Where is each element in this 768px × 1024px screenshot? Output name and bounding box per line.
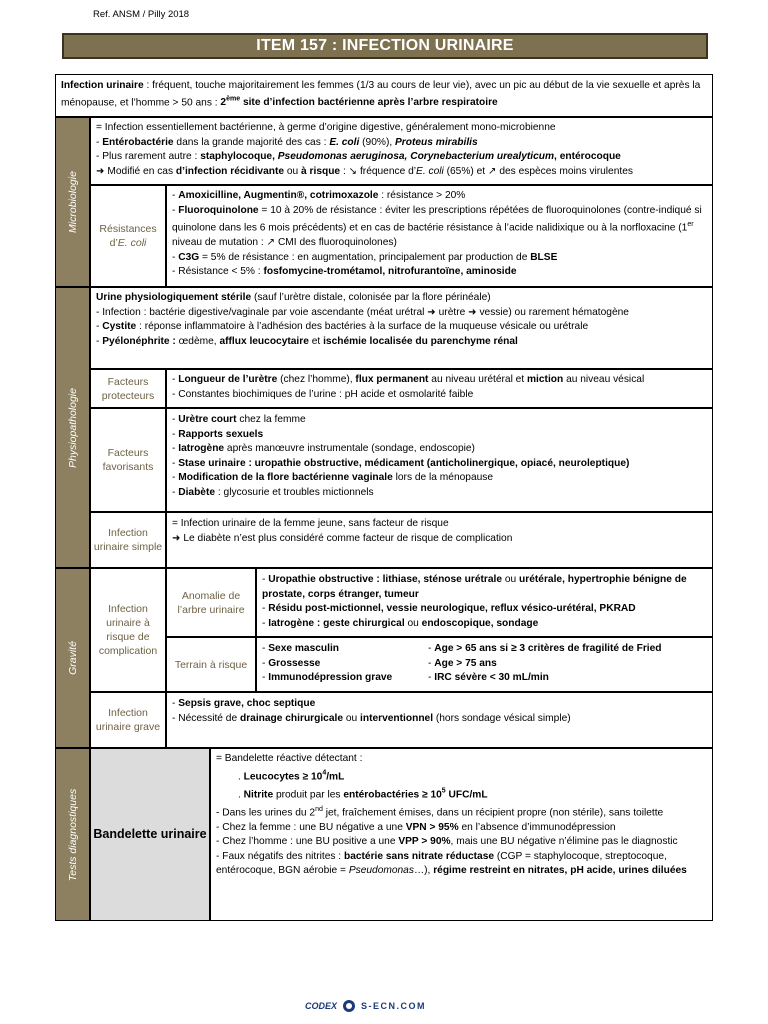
facteurs-protecteurs-label: Facteurs protecteurs: [90, 369, 166, 408]
logo-icon: [343, 1000, 355, 1012]
infection-simple-content: = Infection urinaire de la femme jeune, sans facteur de risque ➜ Le diabète n’est plus considéré comme facteur de risque de complication: [166, 512, 713, 568]
section-gravite: Gravité: [55, 568, 90, 748]
reference: Ref. ANSM / Pilly 2018: [93, 9, 190, 20]
infection-risque-label: Infection urinaire à risque de complication: [90, 568, 166, 692]
section-microbiologie: Microbiologie: [55, 117, 90, 287]
terrain-risque-label: Terrain à risque: [166, 637, 256, 692]
facteurs-favorisants-content: - Urètre court chez la femme - Rapports sexuels - Iatrogène après manœuvre instrumentale (sondage, endoscopie) - Stase urinaire : uropathie obstructive, médicament (anticholinergique, opiacé, neuroleptique) - Modification de la flore bactérienne vaginale lors de la ménopause - Diabète : glycosurie et troubles mictionnels: [166, 408, 713, 512]
anomalie-arbre-content: - Uropathie obstructive : lithiase, sténose urétrale ou urétérale, hypertrophie bénigne de prostate, corps étranger, tumeur - Résidu post-mictionnel, vessie neurologique, reflux vésico-urétéral, PKRAD - Iatrogène : geste chirurgical ou endoscopique, sondage: [256, 568, 713, 637]
page-title: ITEM 157 : INFECTION URINAIRE: [62, 33, 708, 59]
codex-label: CODEX: [305, 1001, 338, 1011]
anomalie-arbre-label: Anomalie de l’arbre urinaire: [166, 568, 256, 637]
resistances-content: - Amoxicilline, Augmentin®, cotrimoxazole : résistance > 20% - Fluoroquinolone = 10 à 20% de résistance : éviter les prescriptions répétées de fluoroquinolones (contre-indiqué si quinolone dans les 6 mois précédents) et en cas de bactérie résistance à l’acide nalidixique ou à la norfloxacine (1er niveau de mutation : ↗ CMI des fluoroquinolones) - C3G = 5% de résistance : en augmentation, principalement par production de BLSE - Résistance < 5% : fosfomycine-trométamol, nitrofurantoïne, aminoside: [166, 185, 713, 287]
microbiologie-content: = Infection essentiellement bactérienne, à germe d’origine digestive, généralement mono-microbienne - Entérobactérie dans la grande majorité des cas : E. coli (90%), Proteus mirabilis - Plus rarement autre : staphylocoque, Pseudomonas aeruginosa, Corynebacterium urealyticum, entérocoque ➜ Modifié en cas d’infection récidivante ou à risque : ↘ fréquence d’E. coli (65%) et ↗ des espèces moins virulentes: [90, 117, 713, 185]
infection-simple-label: Infection urinaire simple: [90, 512, 166, 568]
terrain-risque-content: - Sexe masculin - Age > 65 ans si ≥ 3 critères de fragilité de Fried - Grossesse - Age > 75 ans - Immunodépression grave - IRC sévère < 30 mL/min: [256, 637, 713, 692]
infection-grave-content: - Sepsis grave, choc septique - Nécessité de drainage chirurgicale ou interventionnel (hors sondage vésical simple): [166, 692, 713, 748]
facteurs-favorisants-label: Facteurs favorisants: [90, 408, 166, 512]
section-physiopathologie: Physiopathologie: [55, 287, 90, 568]
infection-grave-label: Infection urinaire grave: [90, 692, 166, 748]
section-tests-diagnostiques: Tests diagnostiques: [55, 748, 90, 921]
bandelette-content: = Bandelette réactive détectant : . Leucocytes ≥ $10^4/mL$ . Nitrite produit par les entérobactéries ≥ $10^5$ UFC/mL - Dans les urines du 2nd jet, fraîchement émises, dans un récipient propre (non stérile), sans toilette - Chez la femme : une BU négative a une VPN > 95% en l’absence d’immunodépression - Chez l’homme : une BU positive a une VPP > 90%, mais une BU négative n’élimine pas le diagnostic - Faux négatifs des nitrites : bactérie sans nitrate réductase (CGP = staphylocoque, streptocoque, entérocoque, BGN aérobie = Pseudomonas…), régime restreint en nitrates, pH acide, urines diluées: [210, 748, 713, 921]
bandelette-label: Bandelette urinaire: [90, 748, 210, 921]
site-link[interactable]: S-ECN.COM: [361, 1001, 427, 1011]
intro-box: Infection urinaire : fréquent, touche majoritairement les femmes (1/3 au cours de leur vie), avec un pic au début de la vie sexuelle et après la ménopause, et l’homme > 50 ans : 2ème site d’infection bactérienne après l’arbre respiratoire: [55, 74, 713, 117]
resistances-label: Résistances d’E. coli: [90, 185, 166, 287]
physiopathologie-content: Urine physiologiquement stérile (sauf l’urètre distale, colonisée par la flore périnéale) - Infection : bactérie digestive/vaginale par voie ascendante (méat urétral ➜ urètre ➜ vessie) ou rarement hématogène - Cystite : réponse inflammatoire à l’adhésion des bactéries à la surface de la muqueuse vésicale ou urétrale - Pyélonéphrite : œdème, afflux leucocytaire et ischémie localisée du parenchyme rénal: [90, 287, 713, 369]
facteurs-protecteurs-content: - Longueur de l’urètre (chez l’homme), flux permanent au niveau urétéral et miction au niveau vésical - Constantes biochimiques de l’urine : pH acide et osmolarité faible: [166, 369, 713, 408]
footer: [305, 1000, 426, 1012]
